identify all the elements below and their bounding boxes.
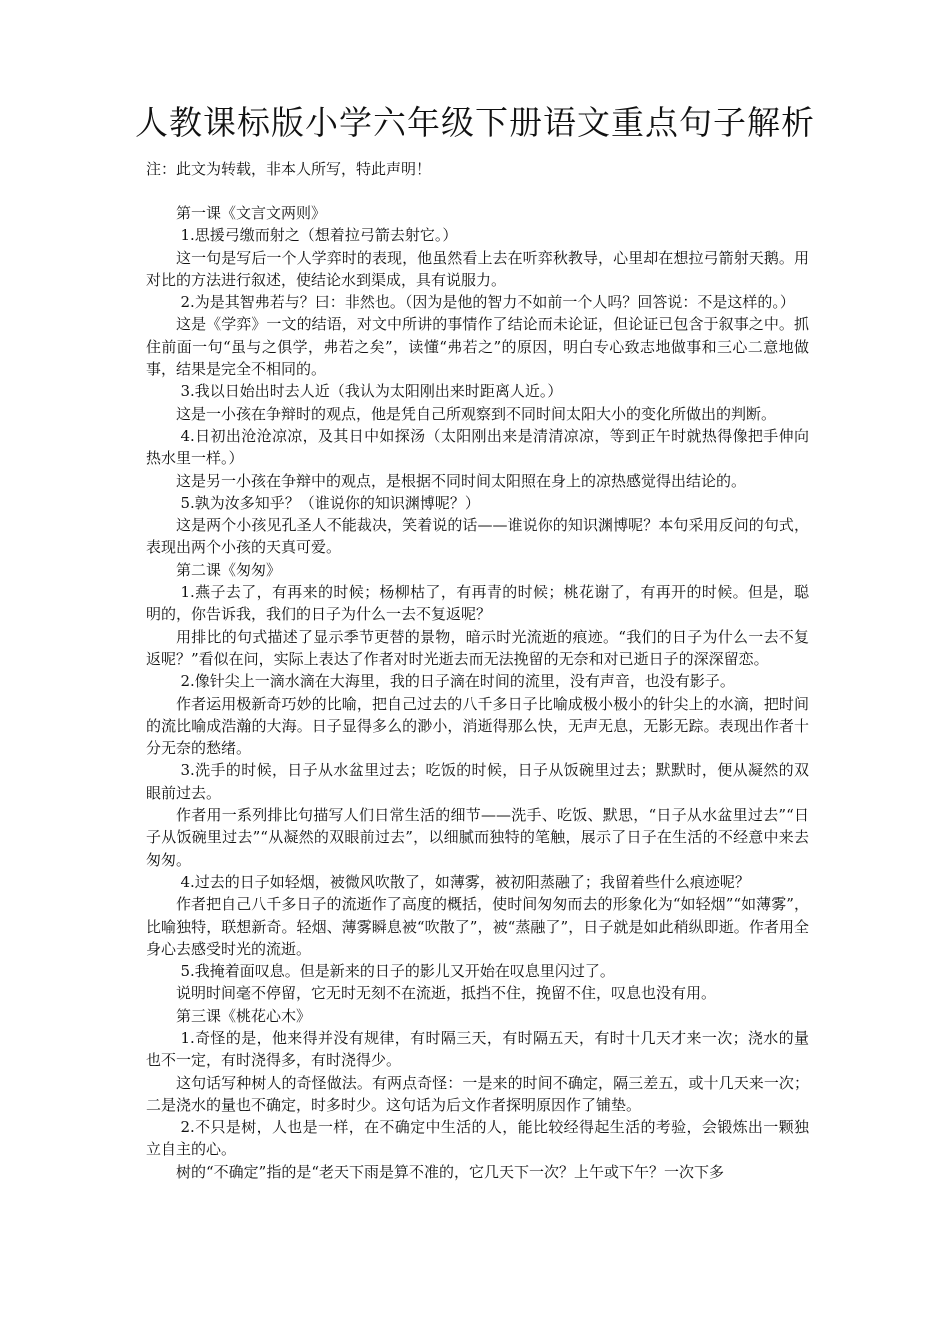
analysis-paragraph: 用排比的句式描述了显示季节更替的景物，暗示时光流逝的痕迹。“我们的日子为什么一去不复返呢？”看似在问，实际上表达了作者对时光逝去而无法挽留的无奈和对已逝日子的深深留恋。 (146, 627, 809, 668)
key-sentence: 1.奇怪的是，他来得并没有规律，有时隔三天，有时隔五天，有时十几天才来一次；浇水的量也不一定，有时浇得多，有时浇得少。 (146, 1028, 809, 1070)
analysis-paragraph: 作者把自己八千多日子的流逝作了高度的概括，使时间匆匆而去的形象化为“如轻烟”“如薄雾”，比喻独特，联想新奇。轻烟、薄雾瞬息被“吹散了”，被“蒸融了”，日子就是如此稍纵即逝。作者用全身心去感受时光的流逝。 (146, 895, 809, 958)
key-sentence: 1.燕子去了，有再来的时候；杨柳枯了，有再青的时候；桃花谢了，有再开的时候。但是，聪明的，你告诉我，我们的日子为什么一去不复返呢？ (146, 583, 809, 624)
key-sentence: 4.过去的日子如轻烟，被微风吹散了，如薄雾，被初阳蒸融了；我留着些什么痕迹呢？ (180, 872, 750, 891)
key-sentence: 2.不只是树，人也是一样，在不确定中生活的人，能比较经得起生活的考验，会锻炼出一颗独立自主的心。 (146, 1118, 809, 1159)
key-sentence: 5.孰为汝多知乎？（谁说你的知识渊博呢？） (180, 493, 480, 512)
analysis-paragraph: 这是《学弈》一文的结语，对文中所讲的事情作了结论而未论证，但论证已包含于叙事之中。抓住前面一句“虽与之俱学，弗若之矣”，读懂“弗若之”的原因，明白专心致志地做事和三心二意地做事，结果是完全不相同的。 (146, 315, 809, 379)
key-sentence: 1.思援弓缴而射之（想着拉弓箭去射它。） (180, 226, 458, 245)
analysis-paragraph: 这一句是写后一个人学弈时的表现，他虽然看上去在听弈秋教导，心里却在想拉弓箭射天鹅。用对比的方法进行叙述，使结论水到渠成，具有说服力。 (146, 248, 809, 289)
analysis-paragraph: 树的“不确定”指的是“老天下雨是算不准的，它几天下一次？上午或下午？一次下多 (176, 1162, 725, 1181)
key-sentence: 3.洗手的时候，日子从水盆里过去；吃饭的时候，日子从饭碗里过去；默默时，便从凝然的双眼前过去。 (146, 761, 809, 802)
lesson-heading: 第三课《桃花心木》 (176, 1006, 312, 1025)
document-title: 人教课标版小学六年级下册语文重点句子解析 (135, 103, 815, 142)
analysis-paragraph: 这是两个小孩见孔圣人不能裁决，笑着说的话——谁说你的知识渊博呢？本句采用反问的句式，表现出两个小孩的天真可爱。 (146, 516, 809, 557)
key-sentence: 5.我掩着面叹息。但是新来的日子的影儿又开始在叹息里闪过了。 (180, 962, 615, 981)
key-sentence: 2.为是其智弗若与？曰：非然也。（因为是他的智力不如前一个人吗？回答说：不是这样的。） (180, 293, 795, 312)
analysis-paragraph: 这句话写种树人的奇怪做法。有两点奇怪：一是来的时间不确定，隔三差五，或十几天来一次；二是浇水的量也不确定，时多时少。这句话为后文作者探明原因作了铺垫。 (146, 1073, 809, 1114)
lesson-heading: 第一课《文言文两则》 (176, 204, 327, 222)
analysis-paragraph: 作者用一系列排比句描写人们日常生活的细节——洗手、吃饭、默思，“日子从水盆里过去”“日子从饭碗里过去”“从凝然的双眼前过去”，以细腻而独特的笔触，展示了日子在生活的不经意中来去匆匆。 (146, 806, 809, 869)
key-sentence: 2.像针尖上一滴水滴在大海里，我的日子滴在时间的流里，没有声音，也没有影子。 (180, 672, 735, 691)
lesson-heading: 第二课《匆匆》 (176, 560, 282, 579)
analysis-paragraph: 说明时间毫不停留，它无时无刻不在流逝，抵挡不住，挽留不住，叹息也没有用。 (176, 984, 717, 1003)
analysis-paragraph: 这是另一小孩在争辩中的观点，是根据不同时间太阳照在身上的凉热感觉得出结论的。 (176, 471, 747, 490)
document-body (146, 202, 809, 1183)
key-sentence: 3.我以日始出时去人近（我认为太阳刚出来时距离人近。） (180, 382, 563, 401)
reprint-note: 注：此文为转载，非本人所写，特此声明！ (146, 160, 432, 178)
analysis-paragraph: 这是一小孩在争辩时的观点，他是凭自己所观察到不同时间太阳大小的变化所做出的判断。 (176, 404, 777, 423)
analysis-paragraph: 作者运用极新奇巧妙的比喻，把自己过去的八千多日子比喻成极小极小的针尖上的水滴，把时间的流比喻成浩瀚的大海。日子显得多么的渺小，消逝得那么快，无声无息，无影无踪。表现出作者十分无奈的愁绪。 (146, 694, 809, 758)
key-sentence: 4.日初出沧沧凉凉，及其日中如探汤（太阳刚出来是清清凉凉，等到正午时就热得像把手伸向热水里一样。） (146, 426, 809, 468)
